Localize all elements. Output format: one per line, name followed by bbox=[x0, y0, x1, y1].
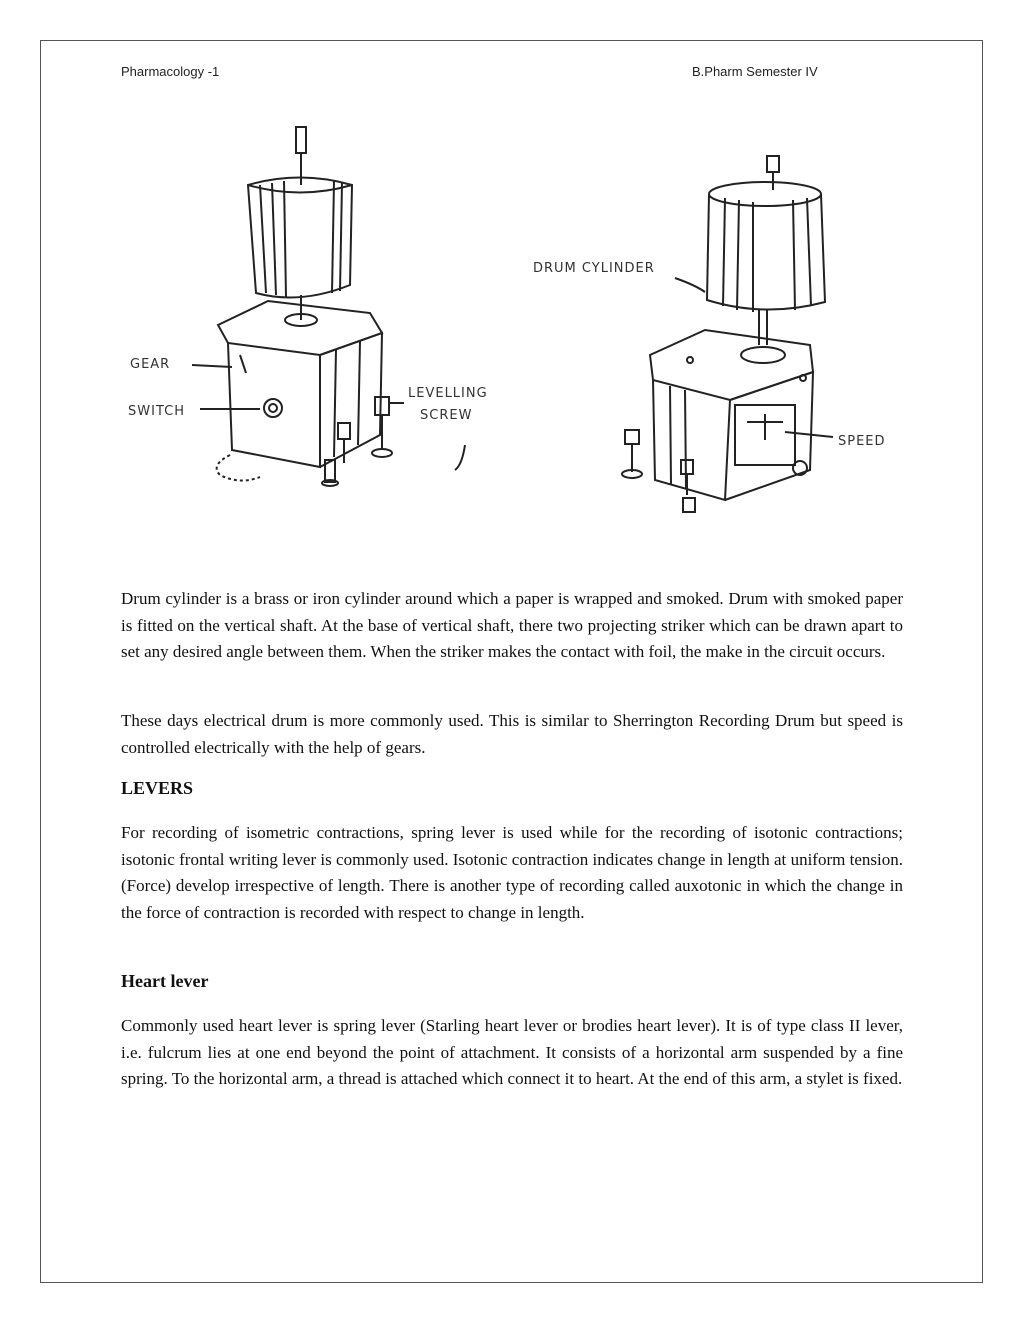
figure-electrical-drum bbox=[525, 150, 915, 530]
drum-illustration-left bbox=[120, 115, 520, 505]
figure-sherrington-drum bbox=[120, 115, 520, 505]
header-course: Pharmacology -1 bbox=[121, 64, 220, 79]
content-body bbox=[121, 586, 903, 666]
content-block-3 bbox=[121, 778, 903, 799]
label-speed: SPEED bbox=[838, 434, 886, 449]
header-semester: B.Pharm Semester IV bbox=[692, 64, 818, 79]
content-block-2 bbox=[121, 708, 903, 761]
label-gear: GEAR bbox=[130, 357, 171, 372]
content-block-5 bbox=[121, 971, 903, 992]
paragraph-levers: For recording of isometric contractions, spring lever is used while for the recording of isotonic contractions; isotonic frontal writing lever is commonly used. Isotonic contraction indicates change in length at uniform tension. (Force) develop irrespective of length. There is another type of recording called auxotonic in which the change in the force of contraction is recorded with respect to change in length. bbox=[121, 823, 903, 922]
label-levelling: LEVELLING bbox=[408, 386, 488, 401]
drum-illustration-right bbox=[525, 150, 915, 530]
label-switch: SWITCH bbox=[128, 404, 185, 419]
paragraph-heart-lever: Commonly used heart lever is spring lever (Starling heart lever or brodies heart lever). It is of type class II lever, i.e. fulcrum lies at one end beyond the point of attachment. It consists of a horizontal arm suspended by a fine spring. To the horizontal arm, a thread is attached which connect it to heart. At the end of this arm, a stylet is fixed. bbox=[121, 1016, 903, 1088]
label-drum-cylinder: DRUM CYLINDER bbox=[533, 261, 655, 276]
label-screw: SCREW bbox=[420, 408, 473, 423]
paragraph-drum-cylinder: Drum cylinder is a brass or iron cylinder around which a paper is wrapped and smoked. Drum with smoked paper is fitted on the vertical shaft. At the base of vertical shaft, there two projecting striker which can be drawn apart to set any desired angle between them. When the striker makes the contact with foil, the make in the circuit occurs. bbox=[121, 589, 903, 661]
content-block-4 bbox=[121, 820, 903, 926]
paragraph-electrical-drum: These days electrical drum is more commonly used. This is similar to Sherrington Recording Drum but speed is controlled electrically with the help of gears. bbox=[121, 711, 903, 757]
content-block-6 bbox=[121, 1013, 903, 1093]
heading-heart-lever: Heart lever bbox=[121, 971, 209, 991]
heading-levers: LEVERS bbox=[121, 778, 194, 798]
